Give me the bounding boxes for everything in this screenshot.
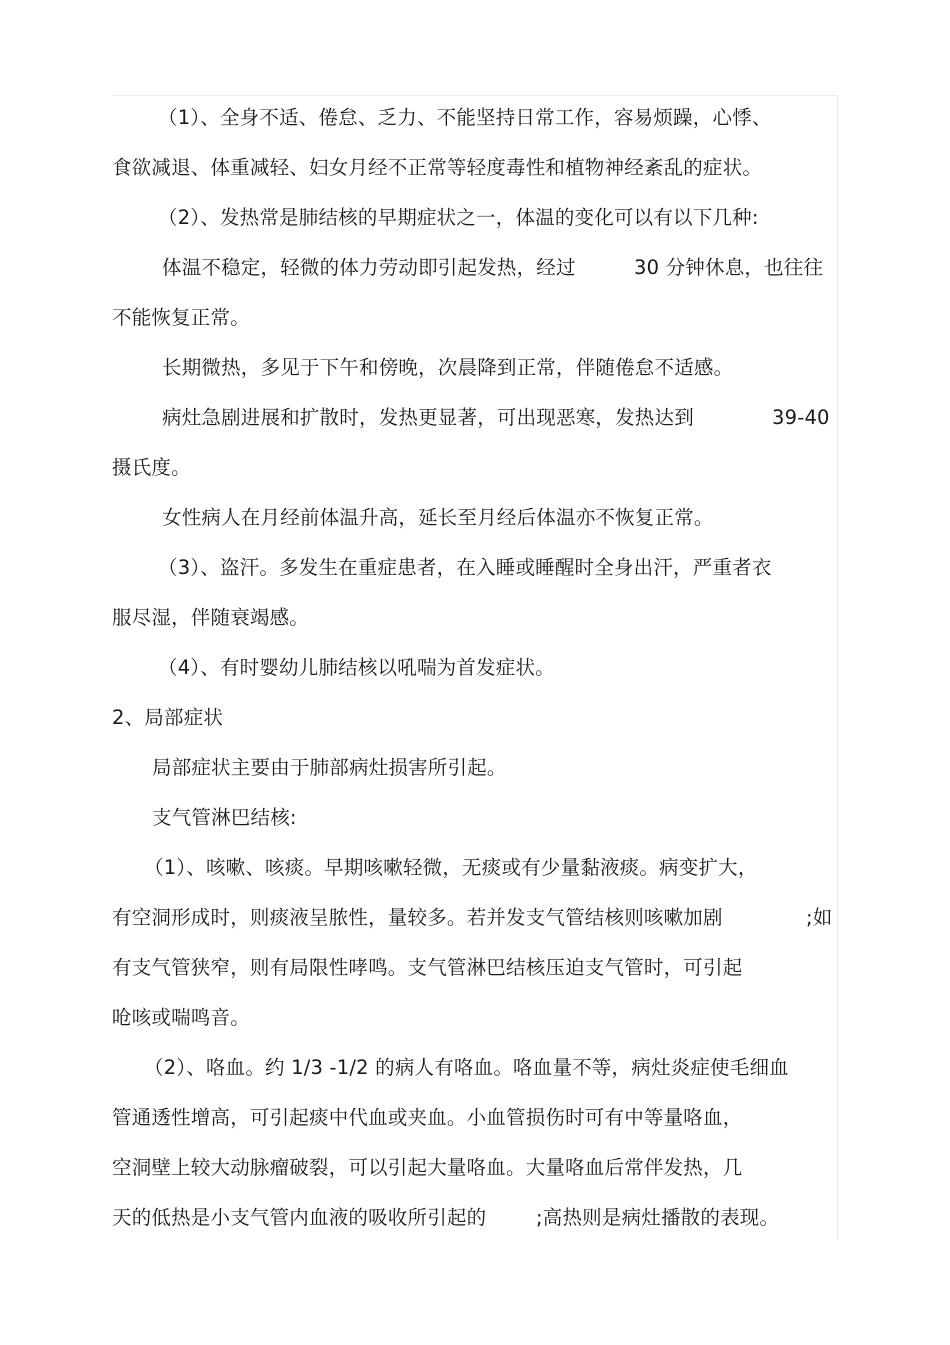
text-line: 摄氏度。 xyxy=(112,456,191,479)
subheading: 支气管淋巴结核: xyxy=(152,806,297,829)
text-line: 病灶急剧进展和扩散时，发热更显著，可出现恶寒，发热达到 xyxy=(162,406,694,429)
text-line: （4）、有时婴幼儿肺结核以吼喘为首发症状。 xyxy=(158,656,555,679)
text-line: 服尽湿，伴随衰竭感。 xyxy=(112,606,310,629)
text-line: 女性病人在月经前体温升高，延长至月经后体温亦不恢复正常。 xyxy=(162,506,714,529)
text-line: 体温不稳定，轻微的体力劳动即引起发热，经过 xyxy=(162,256,576,279)
text-line: 管通透性增高，可引起痰中代血或夹血。小血管损伤时可有中等量咯血， xyxy=(112,1106,743,1129)
text-line: （2）、咯血。约 1/3 -1/2 的病人有咯血。咯血量不等，病灶炎症使毛细血 xyxy=(144,1056,789,1079)
text-line: 有支气管狭窄，则有局限性哮鸣。支气管淋巴结核压迫支气管时，可引起 xyxy=(112,956,743,979)
text-line: 空洞壁上较大动脉瘤破裂，可以引起大量咯血。大量咯血后常伴发热，几 xyxy=(112,1156,743,1179)
page-border-right xyxy=(837,95,838,1240)
text-line: ;如 xyxy=(806,906,833,929)
text-line: 长期微热，多见于下午和傍晚，次晨降到正常，伴随倦怠不适感。 xyxy=(162,356,734,379)
text-line: （2）、发热常是肺结核的早期症状之一，体温的变化可以有以下几种: xyxy=(158,206,759,229)
section-heading: 2、局部症状 xyxy=(112,706,224,729)
text-line: （1）、咳嗽、咳痰。早期咳嗽轻微，无痰或有少量黏液痰。病变扩大， xyxy=(144,856,758,879)
text-line: ;高热则是病灶播散的表现。 xyxy=(536,1206,780,1229)
text-line: 有空洞形成时，则痰液呈脓性，量较多。若并发支气管结核则咳嗽加剧 xyxy=(112,906,723,929)
text-line: 食欲减退、体重减轻、妇女月经不正常等轻度毒性和植物神经紊乱的症状。 xyxy=(112,156,763,179)
text-line: 天的低热是小支气管内血液的吸收所引起的 xyxy=(112,1206,487,1229)
text-line: 30 分钟休息，也往往 xyxy=(634,256,824,279)
text-line: （3）、盗汗。多发生在重症患者，在入睡或睡醒时全身出汗，严重者衣 xyxy=(158,556,772,579)
text-line: 不能恢复正常。 xyxy=(112,306,250,329)
text-line: 呛咳或喘鸣音。 xyxy=(112,1006,250,1029)
text-line: 局部症状主要由于肺部病灶损害所引起。 xyxy=(152,756,507,779)
text-line: 39-40 xyxy=(772,406,830,429)
text-line: （1）、全身不适、倦怠、乏力、不能坚持日常工作，容易烦躁，心悸、 xyxy=(158,106,772,129)
page-border-top xyxy=(112,95,838,96)
